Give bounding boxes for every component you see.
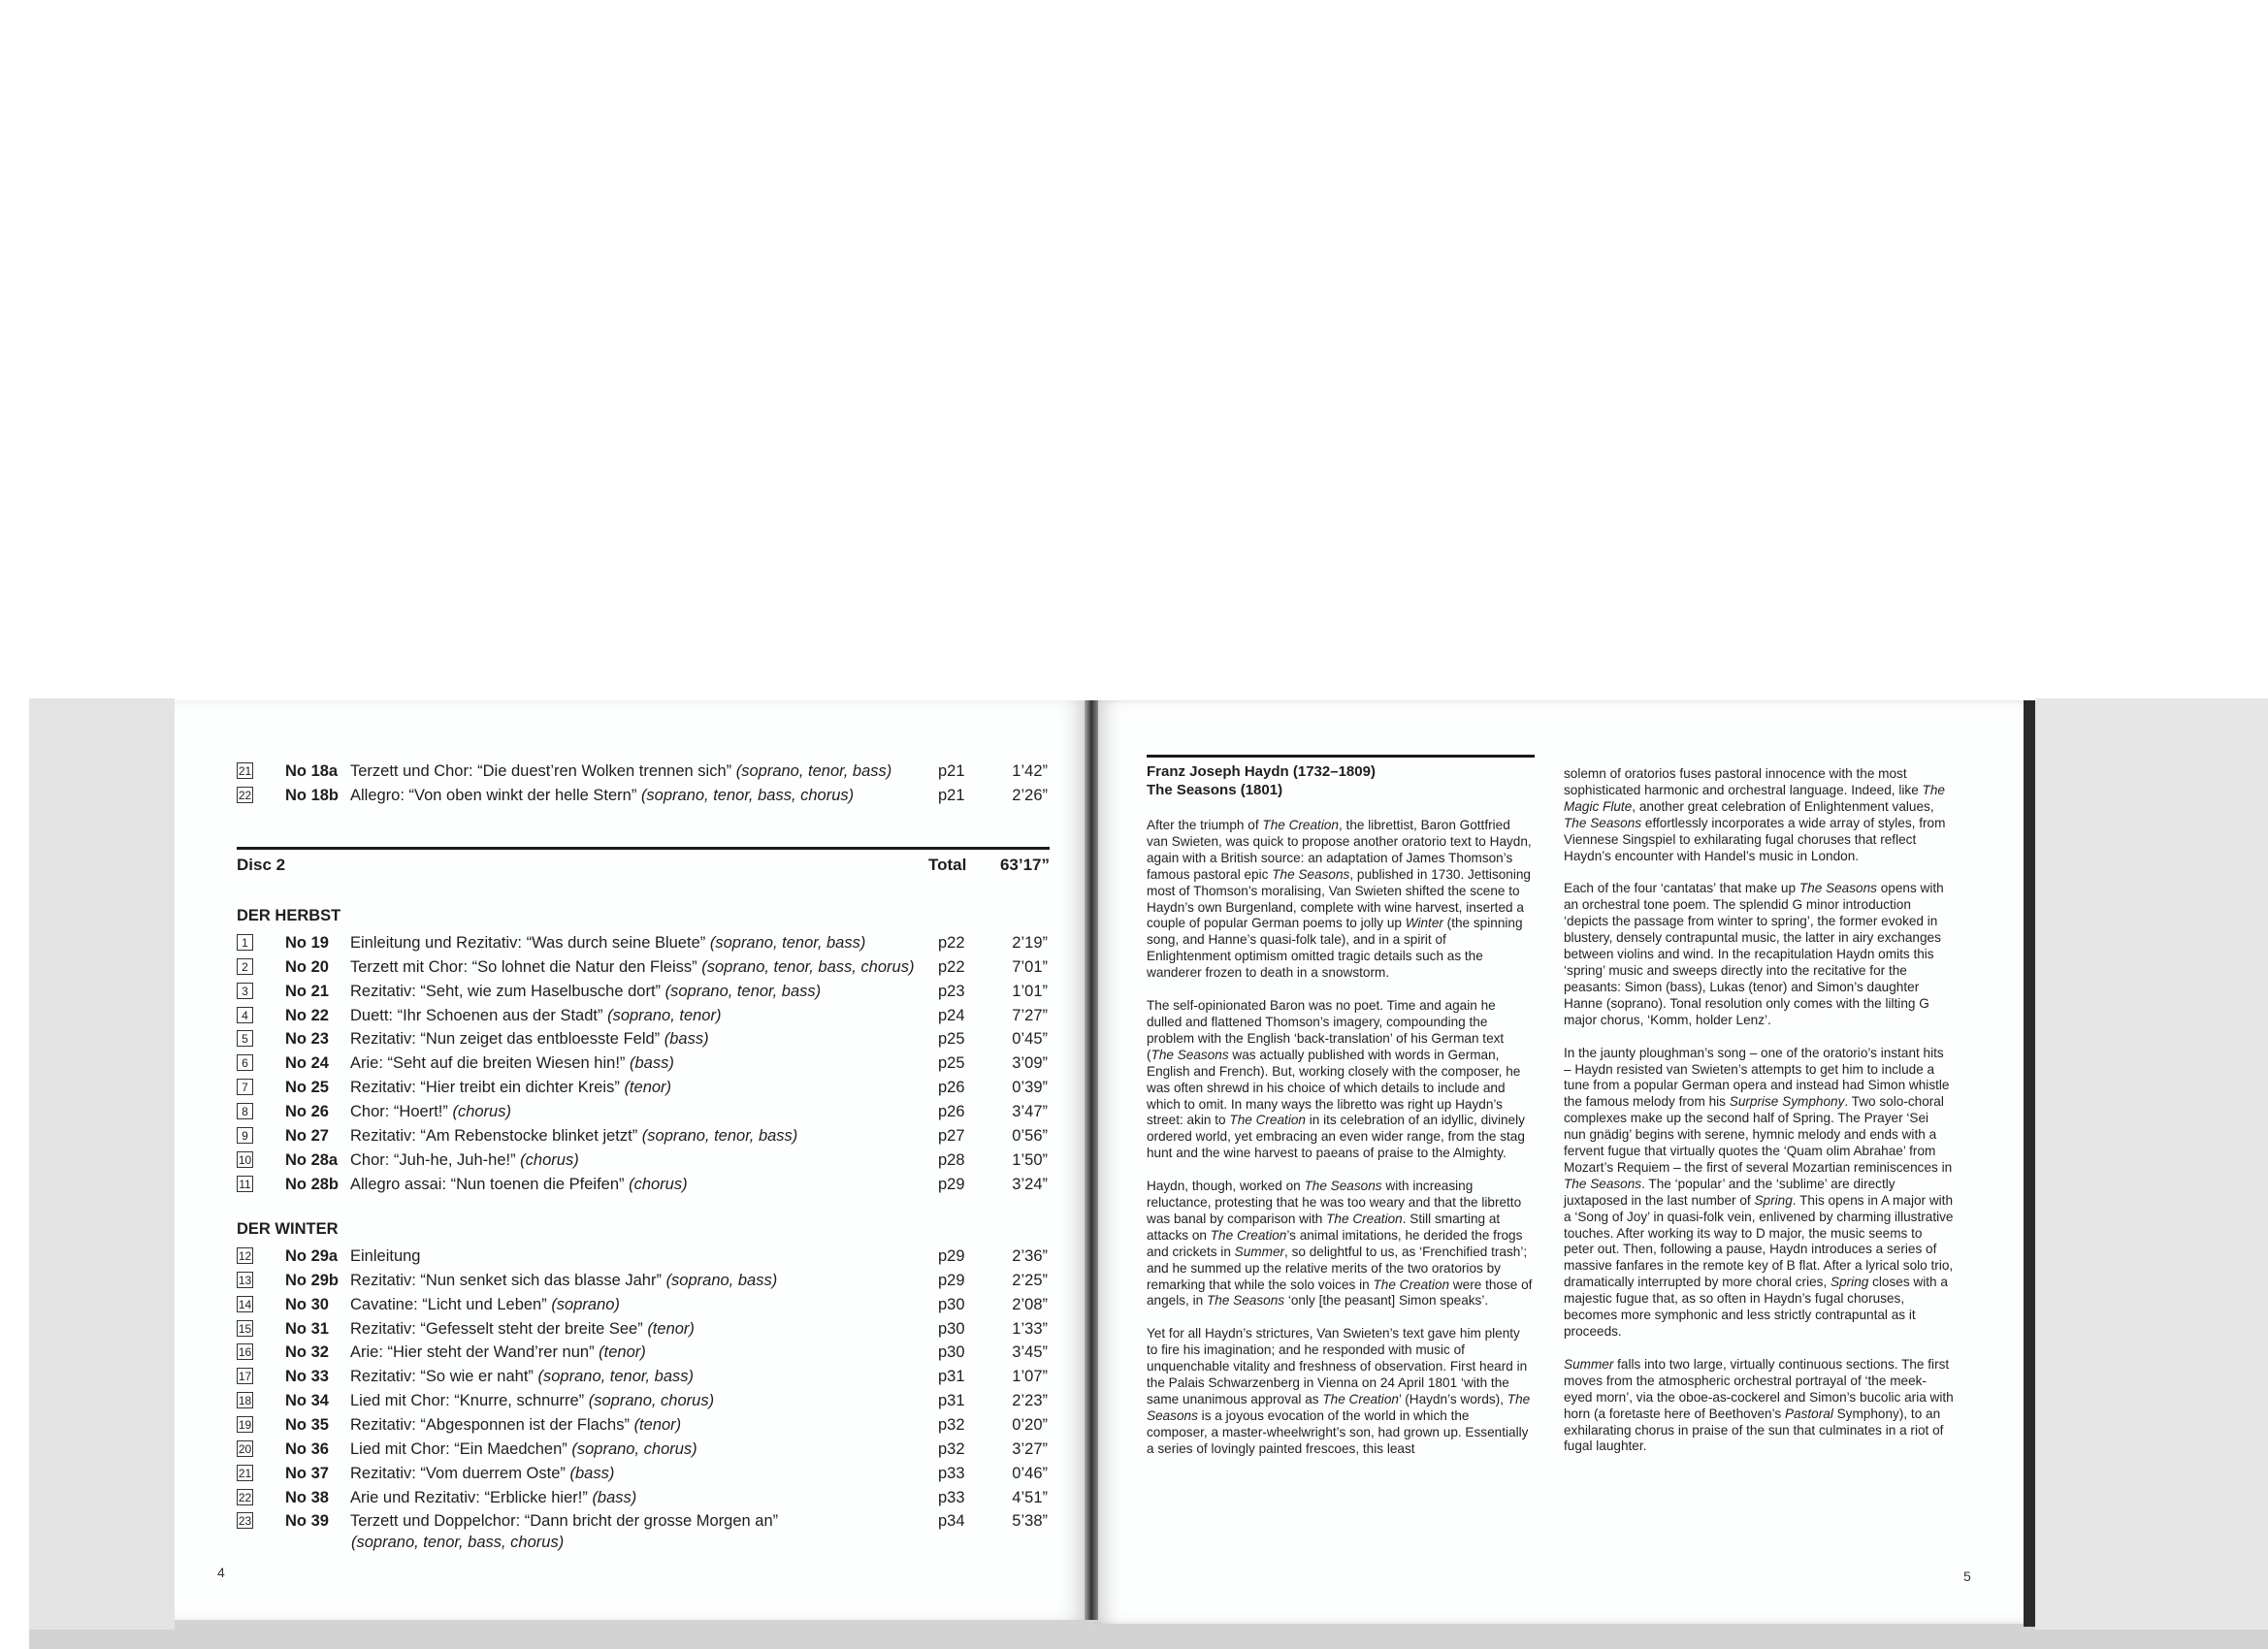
track-libretto-page: p32 (938, 1416, 965, 1434)
track-number-label: No 34 (285, 1392, 329, 1409)
track-title-text: Arie und Rezitativ: “Erblicke hier!” (350, 1489, 588, 1506)
track-title-text: Rezitativ: “Vom duerrem Oste” (350, 1465, 566, 1482)
essay-paragraph: Yet for all Haydn’s strictures, Van Swieten’s text gave him plenty to fire his imagination; and he responded with music of unquenchable vitality and freshness of observation. First heard in the Palais Schwarzenberg in Vienna on 24 April 1801 ‘with the same unanimous approval as The Creation’ (Haydn’s words), The Seasons is a joyous evocation of the world in which the composer, a master-wheelwright’s son, had grown up. Essentially a series of lovingly painted frescoes, this least (1147, 1326, 1531, 1456)
track-title (350, 1245, 420, 1268)
track-row (237, 1293, 1048, 1316)
disc-total-time: 63’17” (999, 856, 1050, 874)
track-title-text: Rezitativ: “Seht, wie zum Haselbusche dort” (350, 983, 662, 1000)
track-number-box: 22 (238, 789, 252, 802)
track-duration: 0’46” (1012, 1465, 1048, 1482)
disc-total-label: Total (928, 856, 967, 874)
track-duration: 2’19” (1012, 934, 1048, 952)
track-voices: (soprano, tenor, bass) (537, 1368, 695, 1385)
track-title-text: Lied mit Chor: “Ein Maedchen” (350, 1440, 567, 1458)
essay-work-heading: The Seasons (1801) (1147, 782, 1283, 798)
track-number-box: 18 (238, 1394, 252, 1407)
essay-composer-heading: Franz Joseph Haydn (1732–1809) (1147, 763, 1376, 780)
track-duration: 2’36” (1012, 1247, 1048, 1265)
track-duration: 0’20” (1012, 1416, 1048, 1434)
track-title (350, 955, 914, 979)
track-duration: 3’24” (1012, 1176, 1048, 1193)
track-title (350, 1365, 694, 1388)
section-heading-winter: DER WINTER (237, 1220, 339, 1238)
track-voices: (soprano, chorus) (571, 1440, 697, 1458)
track-title (350, 1051, 674, 1075)
track-row (237, 931, 1048, 954)
track-libretto-page: p30 (938, 1343, 965, 1361)
track-title-text: Rezitativ: “So wie er naht” (350, 1368, 534, 1385)
essay-column-right (1564, 766, 1954, 1471)
track-libretto-page: p21 (938, 762, 965, 780)
track-libretto-page: p23 (938, 983, 965, 1000)
track-voices: (tenor) (624, 1079, 672, 1096)
track-voices: (bass) (569, 1465, 615, 1482)
track-number-box: 22 (238, 1491, 252, 1504)
track-row (237, 1027, 1048, 1051)
track-number-box: 7 (237, 1079, 253, 1095)
track-row (237, 1509, 1048, 1533)
track-voices: (soprano, tenor, bass, chorus) (640, 787, 855, 804)
track-number-box: 14 (238, 1298, 252, 1311)
track-duration: 2’25” (1012, 1272, 1048, 1289)
track-libretto-page: p30 (938, 1320, 965, 1338)
track-duration: 2’08” (1012, 1296, 1048, 1313)
track-title (350, 760, 891, 783)
track-libretto-page: p32 (938, 1440, 965, 1458)
track-title (350, 931, 865, 954)
track-duration: 3’47” (1012, 1103, 1048, 1120)
track-libretto-page: p33 (938, 1465, 965, 1482)
track-duration: 2’26” (1012, 787, 1048, 804)
track-voices: (soprano, tenor, bass) (735, 762, 892, 780)
track-duration: 1’01” (1012, 983, 1048, 1000)
track-title (350, 1004, 721, 1027)
track-duration: 2’23” (1012, 1392, 1048, 1409)
track-number-label: No 26 (285, 1103, 329, 1120)
track-duration: 0’56” (1012, 1127, 1048, 1145)
track-voices: (bass) (592, 1489, 637, 1506)
track-voices: (soprano, tenor, bass) (709, 934, 866, 952)
track-row (237, 980, 1048, 1003)
essay-paragraph: Haydn, though, worked on The Seasons with increasing reluctance, protesting that he was too weary and that the libretto was banal by comparison with The Creation. Still smarting at attacks on The Creation’s animal imitations, he derided the frogs and crickets in Summer, so delightful to us, as ‘Frenchified trash’; and he summed up the relative merits of the two oratorios by remarking that while the solo voices in The Creation were those of angels, in The Seasons ‘only [the peasant] Simon speaks’. (1147, 1179, 1533, 1309)
track-number-box: 3 (237, 983, 253, 999)
track-number-box: 12 (238, 1249, 252, 1263)
track-row (237, 1413, 1048, 1437)
track-number-box: 19 (238, 1418, 252, 1432)
track-title (350, 1124, 797, 1148)
track-title (350, 1269, 777, 1292)
track-libretto-page: p31 (938, 1392, 965, 1409)
track-libretto-page: p29 (938, 1176, 965, 1193)
track-number-box: 11 (237, 1176, 253, 1192)
essay-column-left (1147, 818, 1533, 1474)
track-number-label: No 18a (285, 762, 339, 780)
track-number-box: 15 (238, 1322, 252, 1336)
track-libretto-page: p33 (938, 1489, 965, 1506)
track-row (237, 1100, 1048, 1123)
track-voices: (chorus) (520, 1151, 579, 1169)
track-duration: 1’50” (1012, 1151, 1048, 1169)
track-duration: 0’45” (1012, 1030, 1048, 1048)
track-number-label: No 24 (285, 1054, 329, 1072)
track-duration: 7’01” (1012, 958, 1048, 976)
track-number-box: 16 (238, 1345, 252, 1359)
track-voices: (bass) (664, 1030, 709, 1048)
track-number-box: 1 (237, 934, 253, 951)
track-title-text: Terzett und Doppelchor: “Dann bricht der grosse Morgen an” (350, 1512, 779, 1530)
track-row (237, 1004, 1048, 1027)
page-number-right: 5 (1963, 1568, 1971, 1584)
track-libretto-page: p29 (938, 1247, 965, 1265)
track-voices: (soprano, tenor, bass) (641, 1127, 798, 1145)
track-voices: (soprano) (551, 1296, 620, 1313)
track-title-text: Rezitativ: “Hier treibt ein dichter Kreis” (350, 1079, 620, 1096)
track-duration: 4’51” (1012, 1489, 1048, 1506)
track-row (237, 1051, 1048, 1075)
essay-paragraph: The self-opinionated Baron was no poet. Time and again he dulled and flattened Thomson’s imagery, compounding the problem with the English ‘back-translation’ of his German text (The Seasons was actually published with words in German, English and French). But, working closely with the composer, he was often shrewd in his choice of which details to include and which to omit. In many ways the libretto was right up Haydn’s street: akin to The Creation in its celebration of an idyllic, divinely ordered world, yet embracing an even wider range, from the stag hunt and the wine harvest to paeans of praise to the Almighty. (1147, 998, 1525, 1161)
disc-label: Disc 2 (237, 856, 286, 874)
track-number-box: 5 (237, 1030, 253, 1047)
track-title (350, 1389, 714, 1412)
essay-paragraph: In the jaunty ploughman’s song – one of the oratorio’s instant hits – Haydn resisted van Swieten’s attempts to get him to include a tune from a popular German opera and instead had Simon whistle the famous melody from his Surprise Symphony. Two solo-choral complexes make up the second half of Spring. The Prayer ‘Sei nun gnädig’ begins with serene, hymnic melody and ends with a fervent fugue that virtually quotes the ‘Quam olim Abrahae’ from Mozart’s Requiem – the first of several Mozartian reminiscences in The Seasons. The ‘popular’ and the ‘sublime’ are directly juxtaposed in the last number of Spring. This opens in A major with a ‘Song of Joy’ in quasi-folk vein, enlivened by charming illustrative touches. After working its way to D major, the music seems to peter out. Then, following a pause, Haydn introduces a series of massive fanfares in the remote key of B flat. After a lyrical solo trio, dramatically interrupted by more choral cries, Spring closes with a majestic fugue that, as so often in Haydn’s fugal choruses, becomes more symphonic and less strictly contrapuntal as it proceeds. (1564, 1045, 1954, 1339)
track-voices: (tenor) (633, 1416, 682, 1434)
track-row (237, 1462, 1048, 1485)
track-number-label: No 36 (285, 1440, 329, 1458)
track-number-label: No 28b (285, 1176, 340, 1193)
scan-shadow-bottom (29, 1620, 2268, 1649)
track-libretto-page: p22 (938, 934, 965, 952)
track-row (237, 1317, 1048, 1341)
track-title (350, 1027, 709, 1051)
track-libretto-page: p30 (938, 1296, 965, 1313)
track-title-text: Allegro: “Von oben winkt der helle Stern” (350, 787, 637, 804)
track-number-label: No 18b (285, 787, 340, 804)
track-title-text: Cavatine: “Licht und Leben” (350, 1296, 547, 1313)
track-voices: (soprano, bass) (665, 1272, 778, 1289)
essay-paragraph: Summer falls into two large, virtually continuous sections. The first moves from the atmospheric orchestral portrayal of ‘the meek-eyed morn’, via the oboe-as-cockerel and Simon’s bucolic aria with horn (a foretaste here of Beethoven’s Pastoral Symphony), to an exhilarating chorus in praise of the sun that culminates in a riot of fugal laughter. (1564, 1356, 1954, 1454)
track-number-label: No 22 (285, 1007, 329, 1024)
track-libretto-page: p29 (938, 1272, 965, 1289)
track-duration: 5’38” (1012, 1512, 1048, 1530)
track-row (237, 760, 1048, 783)
track-title-text: Lied mit Chor: “Knurre, schnurre” (350, 1392, 585, 1409)
track-row (237, 1341, 1048, 1364)
track-row (237, 1365, 1048, 1388)
track-voices: (soprano, tenor, bass, chorus) (701, 958, 915, 976)
track-row (237, 1486, 1048, 1509)
book-gutter (1085, 700, 1098, 1620)
track-row (237, 1148, 1048, 1172)
track-title (350, 1317, 695, 1341)
track-voices: (bass) (630, 1054, 674, 1072)
track-row (237, 1173, 1048, 1196)
track-title (350, 1076, 671, 1099)
track-title (350, 1486, 636, 1509)
track-number-label: No 19 (285, 934, 329, 952)
page-number-left: 4 (217, 1565, 225, 1580)
track-duration: 3’27” (1012, 1440, 1048, 1458)
track-libretto-page: p26 (938, 1079, 965, 1096)
track-libretto-page: p31 (938, 1368, 965, 1385)
track-number-box: 21 (238, 764, 252, 778)
track-number-label: No 30 (285, 1296, 329, 1313)
track-title (350, 1462, 614, 1485)
track-number-box: 10 (238, 1153, 252, 1167)
track-title-text: Rezitativ: “Nun zeiget das entbloesste Feld” (350, 1030, 661, 1048)
track-row (237, 1076, 1048, 1099)
track-number-label: No 38 (285, 1489, 329, 1506)
track-number-label: No 27 (285, 1127, 329, 1145)
track-number-label: No 39 (285, 1512, 329, 1530)
track-libretto-page: p24 (938, 1007, 965, 1024)
track-number-box: 6 (237, 1054, 253, 1071)
track-number-label: No 29b (285, 1272, 340, 1289)
track-number-box: 23 (238, 1514, 252, 1528)
track-number-label: No 29a (285, 1247, 339, 1265)
track-voices: (chorus) (629, 1176, 688, 1193)
track-number-box: 8 (237, 1103, 253, 1119)
track-title-text: Arie: “Hier steht der Wand’rer nun” (350, 1343, 595, 1361)
track-number-label: No 35 (285, 1416, 329, 1434)
track-title (350, 1509, 778, 1533)
track-libretto-page: p21 (938, 787, 965, 804)
track-duration: 1’07” (1012, 1368, 1048, 1385)
track-libretto-page: p26 (938, 1103, 965, 1120)
track-voices: (soprano, tenor) (607, 1007, 722, 1024)
track-title-text: Allegro assai: “Nun toenen die Pfeifen” (350, 1176, 625, 1193)
track-title (350, 1173, 688, 1196)
track-voices: (tenor) (647, 1320, 695, 1338)
track-title-text: Rezitativ: “Nun senket sich das blasse Jahr” (350, 1272, 662, 1289)
track-title (350, 784, 854, 807)
track-title-text: Chor: “Juh-he, Juh-he!” (350, 1151, 516, 1169)
scan-shadow-right (2035, 698, 2268, 1630)
disc-divider (237, 847, 1050, 850)
track-row (237, 784, 1048, 807)
track-row (237, 1124, 1048, 1148)
track-title-text: Terzett mit Chor: “So lohnet die Natur den Fleiss” (350, 958, 697, 976)
track-row (237, 1269, 1048, 1292)
track-libretto-page: p27 (938, 1127, 965, 1145)
track-title-text: Rezitativ: “Gefesselt steht der breite See” (350, 1320, 643, 1338)
track-title (350, 1100, 511, 1123)
track-row (237, 1389, 1048, 1412)
section-heading-herbst: DER HERBST (237, 907, 341, 924)
track-number-box: 21 (238, 1467, 252, 1480)
track-voices: (soprano, tenor, bass, chorus) (351, 1534, 565, 1551)
track-number-box: 20 (238, 1442, 252, 1456)
track-libretto-page: p22 (938, 958, 965, 976)
track-libretto-page: p34 (938, 1512, 965, 1530)
track-voices: (tenor) (599, 1343, 646, 1361)
track-number-box: 9 (237, 1127, 253, 1144)
track-number-label: No 31 (285, 1320, 329, 1338)
track-title-text: Duett: “Ihr Schoenen aus der Stadt” (350, 1007, 603, 1024)
essay-paragraph: solemn of oratorios fuses pastoral innocence with the most sophisticated harmonic and orchestral language. Indeed, like The Magic Flute, another great celebration of Enlightenment values, The Seasons effortlessly incorporates a wide array of styles, from Viennese Singspiel to exhilarating fugal choruses that reflect Haydn’s encounter with Handel’s music in London. (1564, 766, 1946, 863)
track-number-box: 17 (238, 1370, 252, 1383)
page-edge (2024, 700, 2035, 1627)
track-libretto-page: p25 (938, 1030, 965, 1048)
track-duration: 7’27” (1012, 1007, 1048, 1024)
track-voices: (soprano, chorus) (588, 1392, 715, 1409)
track-libretto-page: p25 (938, 1054, 965, 1072)
track-number-label: No 32 (285, 1343, 329, 1361)
track-duration: 1’42” (1012, 762, 1048, 780)
track-title (350, 980, 821, 1003)
track-number-label: No 20 (285, 958, 329, 976)
track-number-box: 2 (237, 958, 253, 975)
track-row (237, 955, 1048, 979)
track-libretto-page: p28 (938, 1151, 965, 1169)
track-number-label: No 21 (285, 983, 329, 1000)
essay-heading-rule (1147, 755, 1535, 758)
track-number-label: No 23 (285, 1030, 329, 1048)
track-title (350, 1148, 579, 1172)
track-number-label: No 37 (285, 1465, 329, 1482)
track-title-text: Rezitativ: “Abgesponnen ist der Flachs” (350, 1416, 630, 1434)
track-number-label: No 33 (285, 1368, 329, 1385)
track-title (350, 1413, 681, 1437)
track-duration: 3’45” (1012, 1343, 1048, 1361)
essay-paragraph: Each of the four ‘cantatas’ that make up The Seasons opens with an orchestral tone poem. The splendid G minor introduction ‘depicts the passage from winter to spring’, the former evoked in blustery, densely contrapuntal music, the latter in airy exchanges between violins and wind. In the recapitulation Haydn omits this ‘spring’ music and sweeps directly into the recitative for the peasants: Simon (bass), Lukas (tenor) and Simon’s daughter Hanne (soprano). Tonal resolution only comes with the lilting G major chorus, ‘Komm, holder Lenz’. (1564, 881, 1944, 1027)
track-continuation-line (237, 1531, 1048, 1554)
essay-paragraph: After the triumph of The Creation, the librettist, Baron Gottfried van Swieten, was quick to propose another oratorio text to Haydn, again with a British source: an adaptation of James Thomson’s famous pastoral epic The Seasons, published in 1730. Jettisoning most of Thomson’s moralising, Van Swieten shifted the scene to Haydn’s own Burgenland, complete with wine harvest, inserted a couple of popular German poems to jolly up Winter (the spinning song, and Hanne’s quasi-folk tale), and in a spirit of Enlightenment optimism omitted tragic details such as the wanderer frozen to death in a snowstorm. (1147, 818, 1532, 981)
track-title-text: Chor: “Hoert!” (350, 1103, 448, 1120)
track-title (350, 1293, 620, 1316)
track-row (237, 1245, 1048, 1268)
track-title-text: Terzett und Chor: “Die duest’ren Wolken trennen sich” (350, 762, 732, 780)
track-number-label: No 28a (285, 1151, 339, 1169)
track-title-text: Einleitung und Rezitativ: “Was durch seine Bluete” (350, 934, 706, 952)
track-title-text: Rezitativ: “Am Rebenstocke blinket jetzt” (350, 1127, 638, 1145)
track-title (350, 1438, 697, 1461)
track-number-box: 4 (237, 1007, 253, 1023)
track-number-label: No 25 (285, 1079, 329, 1096)
track-voices: (soprano, tenor, bass) (664, 983, 822, 1000)
track-title-text: Arie: “Seht auf die breiten Wiesen hin!” (350, 1054, 626, 1072)
track-duration: 1’33” (1012, 1320, 1048, 1338)
track-number-box: 13 (238, 1274, 252, 1287)
track-title-text: Einleitung (350, 1247, 421, 1265)
track-voices: (chorus) (452, 1103, 511, 1120)
track-duration: 0’39” (1012, 1079, 1048, 1096)
scan-shadow-left (29, 698, 175, 1630)
track-row (237, 1438, 1048, 1461)
track-title (350, 1341, 646, 1364)
track-duration: 3’09” (1012, 1054, 1048, 1072)
